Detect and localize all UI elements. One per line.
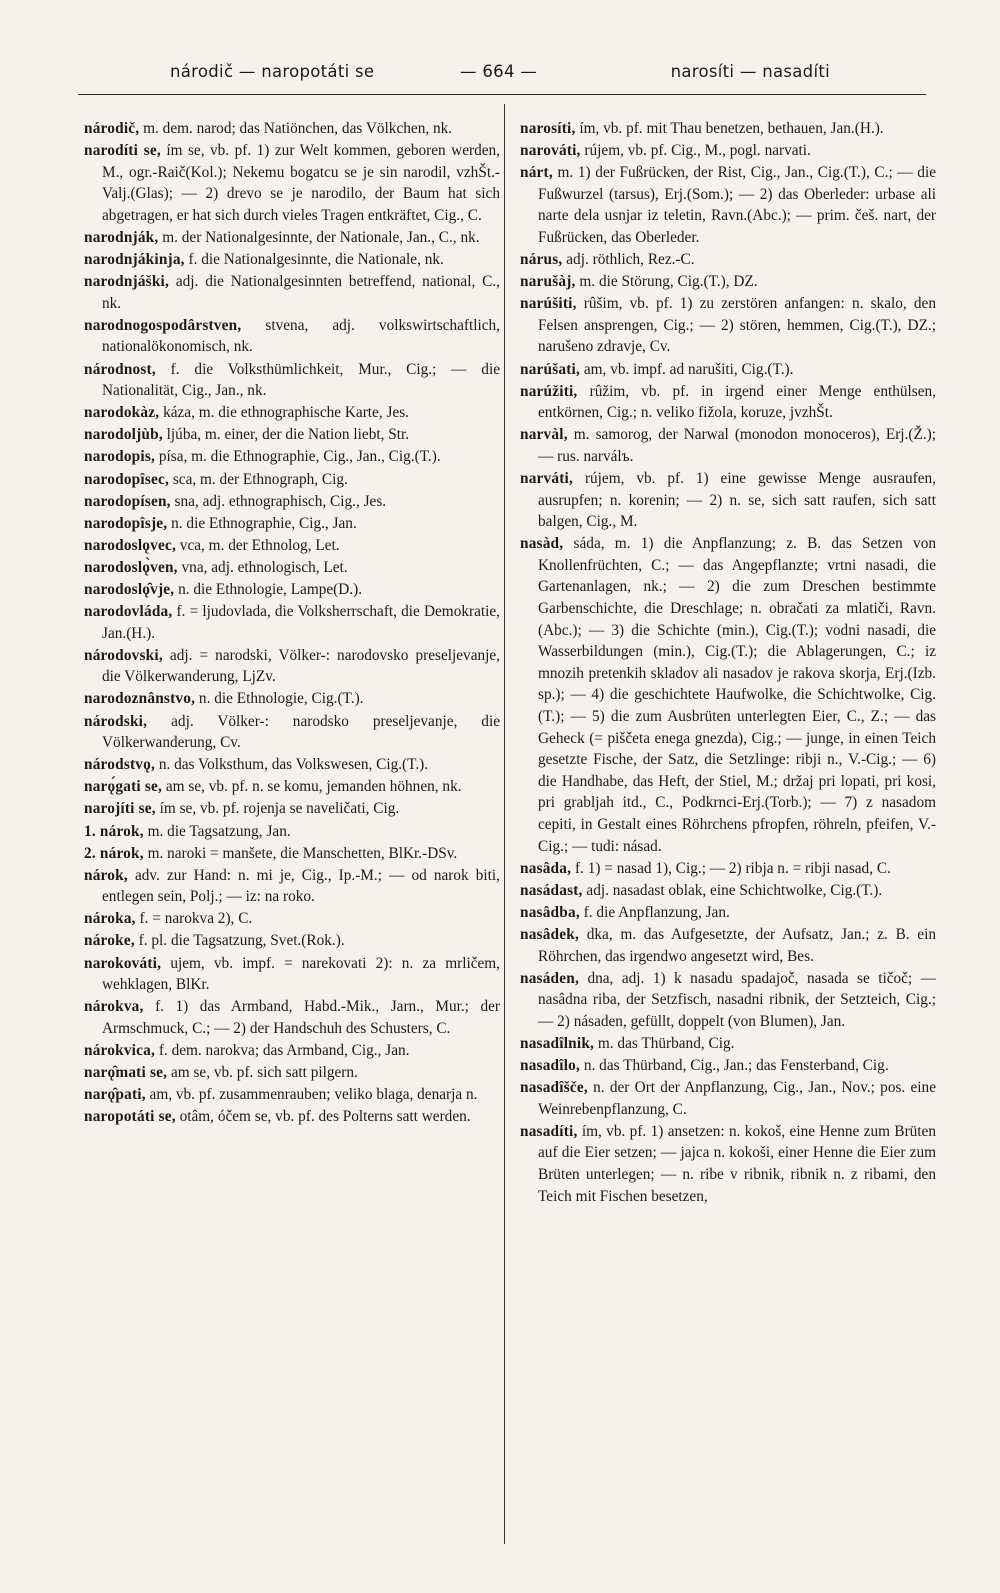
entry-definition: m. die Tagsatzung, Jan. [143,822,291,840]
dictionary-entry [84,996,500,1039]
dictionary-entry [84,798,500,820]
entry-headword: 1. nárok, [84,822,144,840]
dictionary-entry [84,249,500,271]
entry-headword: národski, [84,712,148,730]
entry-definition: rújem, vb. pf. Cig., M., pogl. narvati. [580,142,811,160]
entry-headword: narǫ̑mati se, [84,1064,168,1082]
entry-headword: naropotáti se, [84,1108,176,1126]
entry-definition: am se, vb. pf. sich satt pilgern. [167,1064,358,1082]
entry-definition: adv. zur Hand: n. mi je, Cig., Ip.-M.; — od narok biti, entlegen sein, Polj.; — iz: na roko. [102,866,500,906]
dictionary-entry [84,424,500,446]
dictionary-entry [84,953,500,996]
dictionary-entry [84,446,500,468]
entry-headword: nárokvica, [84,1041,155,1059]
entry-headword: narodnogospodârstven, [84,316,242,334]
page-number: — 664 — [460,62,538,81]
entry-headword: nároke, [84,932,135,950]
entry-headword: národnost, [84,360,156,378]
left-column [84,118,500,1128]
entry-definition: m. dem. narod; das Natiönchen, das Völkchen, nk. [139,120,453,137]
entry-definition: ujem, vb. impf. = narekovati 2): n. za mrličem, wehklagen, BlKr. [102,954,500,994]
entry-definition: adj. = narodski, Völker-: narodovsko preseljevanje, die Völkerwanderung, LjZv. [102,646,500,686]
entry-definition: ím se, vb. pf. rojenja se naveličati, Cig. [155,800,400,818]
entry-headword: 2. nárok, [84,844,144,862]
entry-headword: narosíti, [520,120,576,137]
entry-definition: káza, m. die ethnographische Karte, Jes. [159,404,410,422]
dictionary-entry [84,754,500,776]
dictionary-entry [520,1033,936,1055]
entry-definition: dka, m. das Aufgesetzte, der Aufsatz, Jan.; z. B. ein Röhrchen, das irgendwo angesetzt wird, Bes. [538,925,936,965]
entry-headword: narúšati, [520,360,581,378]
entry-headword: nasâdba, [520,903,580,921]
dictionary-entry [520,902,936,924]
entry-headword: narojíti se, [84,800,156,818]
entry-headword: nasádast, [520,881,583,899]
entry-headword: nasâdek, [520,925,579,943]
entry-definition: am se, vb. pf. n. se komu, jemanden höhnen, nk. [162,778,462,796]
entry-definition: vna, adj. ethnologisch, Let. [177,558,348,576]
dictionary-entry [84,557,500,579]
entry-headword: narodíti se, [84,142,161,160]
dictionary-entry [84,118,500,140]
header-right-guideword: narosíti — nasadíti [670,62,830,81]
dictionary-entry [84,930,500,952]
entry-definition: sca, m. der Ethnograph, Cig. [169,470,348,488]
entry-definition: n. die Ethnologie, Lampe(D.). [174,580,363,598]
entry-definition: sáda, m. 1) die Anpflanzung; z. B. das Setzen von Knollenfrüchten, C.; — das Angepflanzte; vrtni nasadi, die Gartenanlagen, nk.; — 2) die zum Dreschen bestimmte Garbenschichte, die Dreschlage; n. obračati za mlatiči, Ravn.(Abc.); — 3) die Schichte (min.), Cig.(T.); vodni nasadi, die Wasserbildungen (min.), Cig.(T.); die Ablagerungen, C.; iz mnozih pretenkih skladov ali nasadov je rakova skorja, Erj.(Izb. sp.); — 4) die geschichtete Haufwolke, die Schichtwolke, Cig.(T.); — 5) die zum Ausbrüten unterlegten Eier, C., Z.; — das Geheck (= piščeta enega gnezda), Cig.; — junge, in einen Teich gesetzte Fische, der Satz, die Setzlinge: ribji n., V.-Cig.; — 6) die Handhabe, das Heft, der Stiel, M.; držaj pri lopati, pri kosi, pri grabljah itd., C., Podkrnci-Erj.(Torb.); — 7) z nasadom cepiti, in Gestalt eines Röhrchens pfropfen, röhreln, pfeifen, V.-Cig.; — tudi: násad. [538,535,936,855]
entry-definition: rújem, vb. pf. 1) eine gewisse Menge ausraufen, ausrupfen; n. korenin; — 2) n. se, sich satt raufen, sich satt balgen, Cig., M. [538,470,936,531]
header-rule [78,94,926,95]
entry-definition: n. das Volksthum, das Volkswesen, Cig.(T.). [155,756,429,774]
entry-headword: nárok, [84,866,128,884]
entry-headword: nasadîšče, [520,1079,588,1097]
entry-definition: f. die Anpflanzung, Jan. [579,903,730,921]
entry-headword: narodoslǫvec, [84,536,176,554]
entry-headword: nasadîlnik, [520,1034,595,1052]
entry-definition: f. = narokva 2), C. [135,910,253,928]
entry-definition: ím, vb. pf. mit Thau benetzen, bethauen, Jan.(H.). [575,120,884,137]
entry-definition: f. die Nationalgesinnte, die Nationale, nk. [184,251,444,269]
dictionary-entry [84,776,500,798]
entry-definition: ljúba, m. einer, der die Nation liebt, Str. [162,426,410,444]
entry-definition: ím se, vb. pf. 1) zur Welt kommen, geboren werden, M., ogr.-Raič(Kol.); Nekemu bogatcu se je sin narodil, vzhŠt.-Valj.(Glas); — 2) drevo se je narodilo, der Baum hat sich abgetragen, er hat sich durch vieles Tragen entkräftet, Cig., C. [102,142,501,224]
entry-headword: nasadîlo, [520,1057,581,1075]
dictionary-entry [84,402,500,424]
dictionary-entry [520,1077,936,1120]
dictionary-entry [84,513,500,535]
dictionary-entry [84,359,500,402]
entry-definition: m. 1) der Fußrücken, der Rist, Cig., Jan., Cig.(T.), C.; — die Fußwurzel (tarsus), Erj.(Som.); — 2) das Oberleder: urbase ali narte dela usnjar iz teletin, Ravn.(Abc.); — prim. češ. nart, der Fußrücken, das Oberleder. [538,164,936,246]
entry-headword: nárus, [520,251,563,269]
dictionary-entry [520,381,936,424]
entry-headword: narodopísen, [84,492,171,510]
entry-headword: narvàl, [520,426,568,444]
dictionary-entry [84,1084,500,1106]
dictionary-entry [520,118,936,140]
entry-definition: stvena, adj. volkswirtschaftlich, nationalökonomisch, nk. [102,316,500,356]
dictionary-entry [520,140,936,162]
entry-headword: narǫ̑pati, [84,1086,146,1104]
entry-definition: f. 1) = nasad 1), Cig.; — 2) ribja n. = ribji nasad, C. [571,859,891,877]
dictionary-entry [520,162,936,248]
dictionary-entry [84,271,500,314]
entry-definition: otâm, óčem se, vb. pf. des Polterns satt werden. [175,1108,471,1126]
entry-headword: narúžiti, [520,382,578,400]
dictionary-entry [520,359,936,381]
entry-headword: narodoznânstvo, [84,690,196,708]
dictionary-entry [520,1121,936,1207]
entry-headword: narodnjáški, [84,273,170,291]
entry-headword: narodopîsec, [84,470,169,488]
column-divider [504,104,505,1544]
entry-definition: n. die Ethnologie, Cig.(T.). [195,690,364,708]
dictionary-entry [520,533,936,857]
page-header [170,62,830,88]
entry-definition: am, vb. pf. zusammenrauben; veliko blaga, denarja n. [145,1086,478,1104]
dictionary-entry [84,908,500,930]
entry-headword: nároka, [84,910,136,928]
entry-headword: nárokva, [84,998,144,1016]
entry-definition: f. dem. narokva; das Armband, Cig., Jan. [155,1041,410,1059]
entry-headword: narodovláda, [84,603,173,621]
dictionary-entry [520,880,936,902]
entry-headword: národovski, [84,646,163,664]
entry-definition: f. die Volksthümlichkeit, Mur., Cig.; — die Nationalität, Cig., Jan., nk. [102,360,500,400]
entry-headword: narodoljùb, [84,426,163,444]
dictionary-entry [84,227,500,249]
entry-headword: narodoslǫ̑vje, [84,580,175,598]
entry-definition: adj. Völker-: narodsko preseljevanje, die Völkerwanderung, Cv. [102,712,500,752]
dictionary-entry [520,249,936,271]
entry-definition: ím, vb. pf. 1) ansetzen: n. kokoš, eine Henne zum Brüten auf die Eier setzen; — jajca n. kokoši, einer Henne die Eier zum Brüten unterlegen; — n. ribe v ribnik, ribnik n. z ribami, den Teich mit Fischen besetzen, [538,1122,936,1205]
dictionary-entry [84,711,500,754]
dictionary-entry [520,968,936,1033]
dictionary-entry [520,468,936,533]
entry-headword: narodopis, [84,448,156,466]
entry-definition: rûžim, vb. pf. in irgend einer Menge enthülsen, entkörnen, Cig.; n. veliko fižola, koruze, jvzhŠt. [538,382,936,422]
entry-headword: národič, [84,120,140,137]
entry-definition: dna, adj. 1) k nasadu spadajoč, nasada se tičoč; — nasâdna riba, der Setzfisch, nasadni ribnik, der Setzteich, Cig.; — 2) násaden, gefüllt, doppelt (von Blumen), Jan. [538,969,936,1030]
entry-headword: narodoslǫ̀ven, [84,558,178,576]
entry-headword: narodokàz, [84,404,160,422]
entry-headword: narodnjákinja, [84,251,185,269]
entry-definition: f. = ljudovlada, die Volksherrschaft, die Demokratie, Jan.(H.). [102,603,500,642]
entry-headword: narodopîsje, [84,514,168,532]
dictionary-entry [84,579,500,601]
dictionary-entry [84,1062,500,1084]
header-left-guideword: národič — naropotáti se [170,62,375,81]
entry-headword: národstvǫ, [84,756,155,774]
dictionary-entry [520,293,936,358]
dictionary-entry [84,140,500,226]
entry-definition: vca, m. der Ethnolog, Let. [175,536,340,554]
entry-definition: m. naroki = manšete, die Manschetten, BlKr.-DSv. [143,844,458,862]
entry-headword: nasàd, [520,535,564,553]
entry-headword: narováti, [520,142,581,160]
dictionary-entry [520,271,936,293]
dictionary-entry [84,865,500,908]
entry-headword: narváti, [520,470,574,487]
entry-definition: f. 1) das Armband, Habd.-Mik., Jarn., Mur.; der Armschmuck, C.; — 2) der Handschuh des Schusters, C. [102,998,500,1037]
entry-definition: n. die Ethnographie, Cig., Jan. [167,514,357,532]
entry-definition: sna, adj. ethnographisch, Cig., Jes. [170,492,387,510]
entry-definition: m. der Nationalgesinnte, der Nationale, Jan., C., nk. [158,228,480,246]
entry-definition: písa, m. die Ethnographie, Cig., Jan., Cig.(T.). [155,448,441,466]
entry-headword: nasadíti, [520,1122,578,1140]
entry-headword: nasâda, [520,859,572,877]
dictionary-entry [520,924,936,967]
entry-definition: adj. nasadast oblak, eine Schichtwolke, Cig.(T.). [582,881,883,899]
entry-definition: m. samorog, der Narwal (monodon monoceros), Erj.(Ž.); — rus. narválъ. [538,426,936,465]
entry-definition: m. die Störung, Cig.(T.), DZ. [575,273,758,291]
dictionary-entry [84,469,500,491]
entry-headword: narúšiti, [520,295,577,313]
dictionary-entry [84,645,500,688]
dictionary-entry [84,821,500,843]
entry-definition: rûšim, vb. pf. 1) zu zerstören anfangen: n. skalo, den Felsen ansprengen, Cig.; — 2) stören, hemmen, Cig.(T.), DZ.; narušeno zdravje, Cv. [538,295,936,356]
entry-headword: narǫ́gati se, [84,778,163,796]
right-column [520,118,936,1208]
entry-headword: narodnják, [84,228,159,246]
dictionary-entry [520,424,936,467]
entry-headword: narušàj, [520,273,576,291]
dictionary-entry [84,601,500,644]
dictionary-entry [84,315,500,358]
dictionary-entry [84,843,500,865]
entry-definition: am, vb. impf. ad narušiti, Cig.(T.). [580,360,794,378]
entry-definition: n. das Thürband, Cig., Jan.; das Fensterband, Cig. [580,1057,889,1075]
dictionary-entry [84,1040,500,1062]
entry-definition: adj. die Nationalgesinnten betreffend, national, C., nk. [102,273,500,312]
entry-definition: n. der Ort der Anpflanzung, Cig., Jan., Nov.; pos. eine Weinrebenpflanzung, C. [538,1079,936,1118]
entry-headword: nasáden, [520,969,579,987]
dictionary-entry [84,1106,500,1128]
entry-headword: nárt, [520,164,553,182]
dictionary-entry [520,858,936,880]
dictionary-entry [520,1055,936,1077]
dictionary-entry [84,535,500,557]
dictionary-entry [84,688,500,710]
entry-definition: adj. röthlich, Rez.-C. [562,251,695,269]
entry-headword: narokováti, [84,954,162,972]
entry-definition: m. das Thürband, Cig. [594,1034,735,1052]
entry-definition: f. pl. die Tagsatzung, Svet.(Rok.). [134,932,345,950]
dictionary-entry [84,491,500,513]
